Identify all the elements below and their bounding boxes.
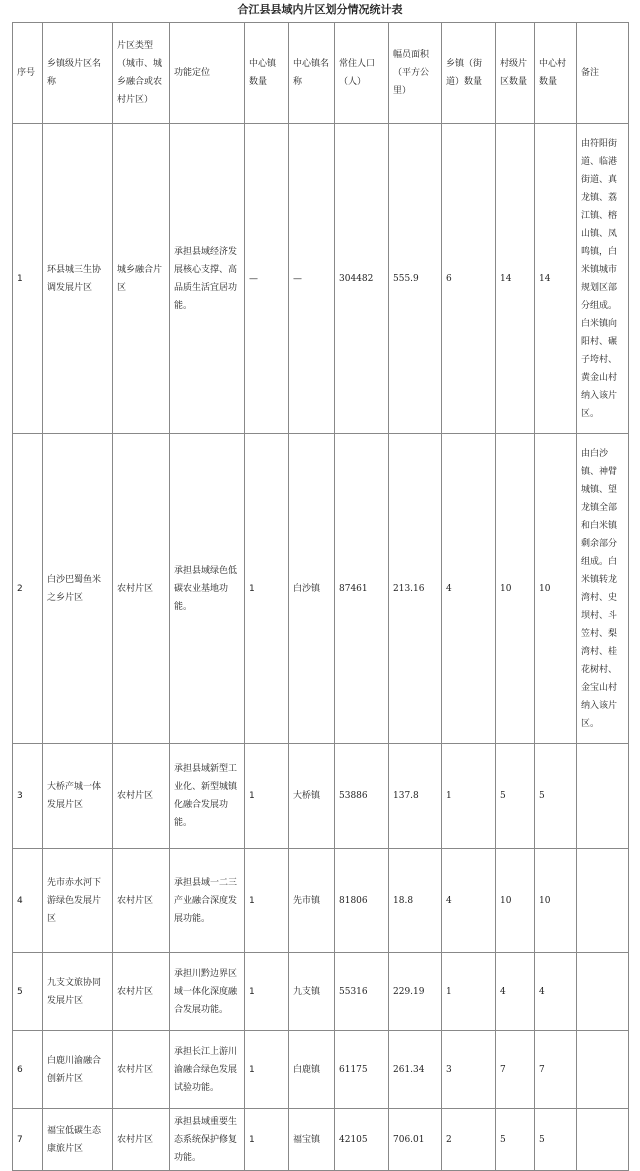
cell-villages: 5 <box>496 744 535 849</box>
cell-towns: 4 <box>442 849 496 953</box>
header-area: 幅员面积（平方公里） <box>389 23 442 124</box>
cell-area: 555.9 <box>389 124 442 434</box>
cell-towns: 4 <box>442 434 496 744</box>
cell-seq: 2 <box>13 434 43 744</box>
cell-seq: 3 <box>13 744 43 849</box>
header-towns: 乡镇（街道）数量 <box>442 23 496 124</box>
cell-area: 18.8 <box>389 849 442 953</box>
header-center-villages: 中心村数量 <box>535 23 577 124</box>
table-row <box>13 1031 629 1109</box>
table-title: 合江县县域内片区划分情况统计表 <box>237 3 403 16</box>
cell-name: 先市赤水河下游绿色发展片区 <box>43 849 113 953</box>
cell-remark: 由符阳街道、临港街道、真龙镇、荔江镇、榕山镇、凤鸣镇，白米镇城市规划区部分组成。白米镇向阳村、碾子垮村、黄金山村纳入该片区。 <box>577 124 629 434</box>
cell-pop: 81806 <box>335 849 389 953</box>
header-pop: 常住人口（人） <box>335 23 389 124</box>
cell-center-name: 九支镇 <box>289 953 335 1031</box>
table-row <box>13 124 629 434</box>
cell-villages: 7 <box>496 1031 535 1109</box>
cell-pop: 55316 <box>335 953 389 1031</box>
cell-towns: 3 <box>442 1031 496 1109</box>
cell-type: 农村片区 <box>113 434 170 744</box>
table-row <box>13 849 629 953</box>
cell-name: 九支文旅协同发展片区 <box>43 953 113 1031</box>
cell-center-count: 1 <box>245 744 289 849</box>
cell-remark <box>577 1109 629 1171</box>
cell-remark <box>577 744 629 849</box>
cell-name: 环县城三生协调发展片区 <box>43 124 113 434</box>
cell-pop: 304482 <box>335 124 389 434</box>
cell-center-villages: 5 <box>535 744 577 849</box>
district-stats-table <box>12 22 629 1171</box>
cell-area: 213.16 <box>389 434 442 744</box>
table-row <box>13 1109 629 1171</box>
cell-pop: 87461 <box>335 434 389 744</box>
cell-remark: 由白沙镇、神臂城镇、望龙镇全部和白米镇剩余部分组成。白米镇转龙湾村、史坝村、斗笠村、梨湾村、桂花树村、金宝山村纳入该片区。 <box>577 434 629 744</box>
header-center-count: 中心镇数量 <box>245 23 289 124</box>
cell-center-name: 大桥镇 <box>289 744 335 849</box>
cell-center-count: 1 <box>245 1031 289 1109</box>
cell-center-count: 1 <box>245 434 289 744</box>
cell-type: 农村片区 <box>113 744 170 849</box>
header-func: 功能定位 <box>170 23 245 124</box>
cell-area: 137.8 <box>389 744 442 849</box>
cell-name: 白鹿川渝融合创新片区 <box>43 1031 113 1109</box>
cell-center-name: — <box>289 124 335 434</box>
cell-villages: 4 <box>496 953 535 1031</box>
cell-center-name: 福宝镇 <box>289 1109 335 1171</box>
cell-remark <box>577 953 629 1031</box>
cell-type: 农村片区 <box>113 1109 170 1171</box>
cell-villages: 14 <box>496 124 535 434</box>
cell-center-name: 白鹿镇 <box>289 1031 335 1109</box>
table-row <box>13 744 629 849</box>
header-name: 乡镇级片区名称 <box>43 23 113 124</box>
cell-villages: 5 <box>496 1109 535 1171</box>
cell-seq: 1 <box>13 124 43 434</box>
cell-center-count: — <box>245 124 289 434</box>
cell-remark <box>577 1031 629 1109</box>
header-remark: 备注 <box>577 23 629 124</box>
cell-func: 承担长江上游川渝融合绿色发展试验功能。 <box>170 1031 245 1109</box>
cell-center-name: 先市镇 <box>289 849 335 953</box>
cell-center-count: 1 <box>245 1109 289 1171</box>
cell-center-villages: 10 <box>535 849 577 953</box>
cell-name: 大桥产城一体发展片区 <box>43 744 113 849</box>
cell-func: 承担川黔边界区域一体化深度融合发展功能。 <box>170 953 245 1031</box>
cell-type: 农村片区 <box>113 953 170 1031</box>
cell-towns: 6 <box>442 124 496 434</box>
table-row <box>13 953 629 1031</box>
cell-func: 承担县域一二三产业融合深度发展功能。 <box>170 849 245 953</box>
header-center-name: 中心镇名称 <box>289 23 335 124</box>
cell-name: 白沙巴蜀鱼米之乡片区 <box>43 434 113 744</box>
cell-seq: 5 <box>13 953 43 1031</box>
cell-seq: 6 <box>13 1031 43 1109</box>
cell-towns: 1 <box>442 744 496 849</box>
cell-center-villages: 5 <box>535 1109 577 1171</box>
cell-func: 承担县域新型工业化、新型城镇化融合发展功能。 <box>170 744 245 849</box>
cell-name: 福宝低碳生态康旅片区 <box>43 1109 113 1171</box>
cell-center-villages: 14 <box>535 124 577 434</box>
cell-seq: 7 <box>13 1109 43 1171</box>
cell-center-villages: 7 <box>535 1031 577 1109</box>
cell-area: 706.01 <box>389 1109 442 1171</box>
cell-remark <box>577 849 629 953</box>
header-villages: 村级片区数量 <box>496 23 535 124</box>
header-row <box>13 23 629 124</box>
cell-pop: 61175 <box>335 1031 389 1109</box>
cell-seq: 4 <box>13 849 43 953</box>
cell-towns: 2 <box>442 1109 496 1171</box>
cell-center-count: 1 <box>245 953 289 1031</box>
cell-pop: 53886 <box>335 744 389 849</box>
cell-type: 农村片区 <box>113 849 170 953</box>
header-type: 片区类型（城市、城乡融合或农村片区） <box>113 23 170 124</box>
cell-type: 城乡融合片区 <box>113 124 170 434</box>
cell-center-villages: 4 <box>535 953 577 1031</box>
cell-center-villages: 10 <box>535 434 577 744</box>
cell-towns: 1 <box>442 953 496 1031</box>
cell-func: 承担县域绿色低碳农业基地功能。 <box>170 434 245 744</box>
table-row <box>13 434 629 744</box>
cell-func: 承担县域重要生态系统保护修复功能。 <box>170 1109 245 1171</box>
cell-villages: 10 <box>496 434 535 744</box>
cell-pop: 42105 <box>335 1109 389 1171</box>
cell-area: 261.34 <box>389 1031 442 1109</box>
cell-type: 农村片区 <box>113 1031 170 1109</box>
cell-center-name: 白沙镇 <box>289 434 335 744</box>
cell-area: 229.19 <box>389 953 442 1031</box>
cell-villages: 10 <box>496 849 535 953</box>
cell-center-count: 1 <box>245 849 289 953</box>
header-seq: 序号 <box>13 23 43 124</box>
cell-func: 承担县域经济发展核心支撑、高品质生活宜居功能。 <box>170 124 245 434</box>
